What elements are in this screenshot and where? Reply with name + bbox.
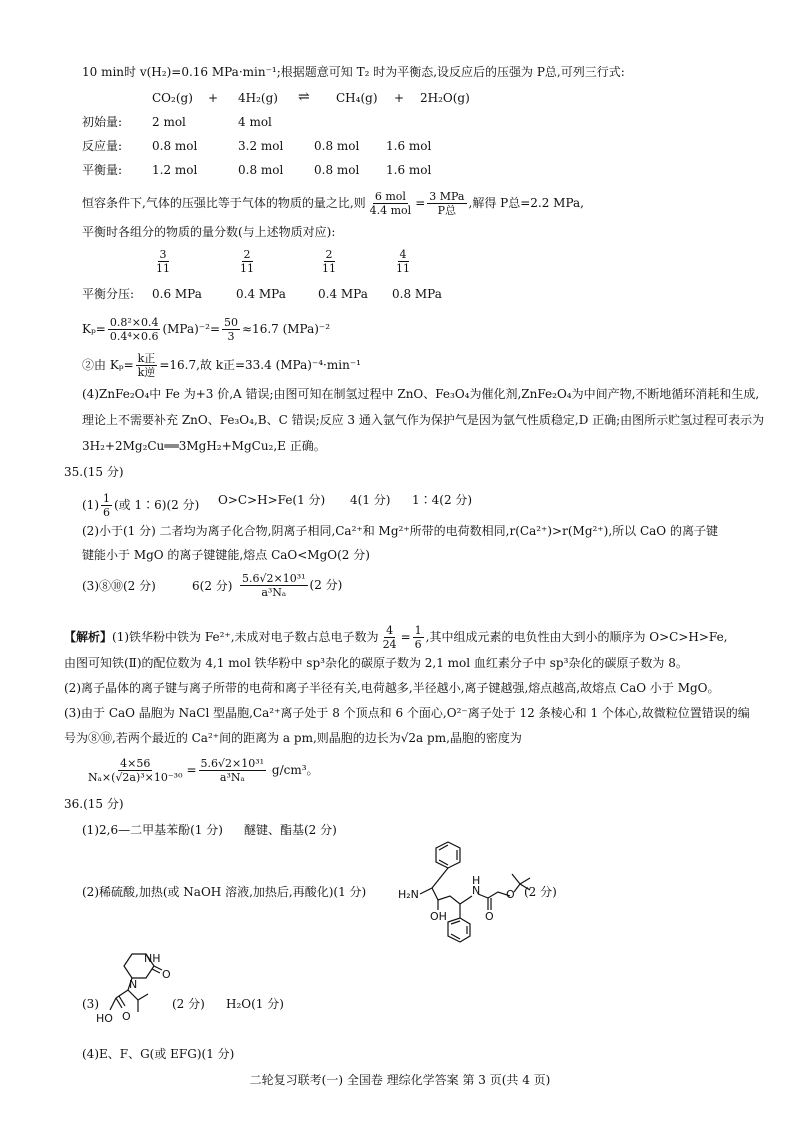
denominator: 11 — [396, 262, 410, 275]
table-cell: 1.6 mol — [386, 139, 432, 153]
text-line: 理论上不需要补充 ZnO、Fe₃O₄,B、C 错误;反应 3 通入氩气作为保护气是因为氩气性质稳定,D 正确;由图所示贮氢过程可表示为 — [82, 413, 765, 427]
fraction — [136, 352, 158, 379]
fraction — [108, 316, 161, 343]
numerator: 50 — [224, 316, 238, 329]
text-line: 平衡时各组分的物质的量分数(与上述物质对应): — [82, 225, 336, 239]
denominator: 0.4⁴×0.6 — [109, 330, 159, 343]
table-cell: 3.2 mol — [238, 139, 284, 153]
table-cell: 0.8 mol — [152, 139, 198, 153]
pressure-value: 0.4 MPa — [236, 287, 286, 301]
pressure-value: 0.4 MPa — [318, 287, 368, 301]
hydroxyl-label: OH — [430, 910, 447, 923]
numerator: 3 — [159, 248, 167, 261]
fraction — [320, 248, 338, 275]
analysis-line: (3)由于 CaO 晶胞为 NaCl 型晶胞,Ca²⁺离子处于 8 个顶点和 6 个面心,O²⁻离子处于 12 条棱心和 1 个体心,故微粒位置错误的编 — [64, 706, 750, 720]
answer-part: 1∶4(2 分) — [412, 493, 473, 507]
question-heading: 36.(15 分) — [64, 797, 124, 811]
denominator: 11 — [240, 262, 254, 275]
oxygen-label: O — [485, 910, 494, 923]
denominator: 6 — [103, 506, 110, 519]
table-cell: 1.6 mol — [386, 163, 432, 177]
oxygen-label: O — [122, 1010, 131, 1023]
bond-carboxyl — [110, 998, 116, 1010]
answer-line — [238, 572, 342, 599]
page-footer: 二轮复习联考(一) 全国卷 理综化学答案 第 3 页(共 4 页) — [249, 1073, 551, 1087]
answer-line: (2)稀硫酸,加热(或 NaOH 溶液,加热后,再酸化)(1 分) — [82, 885, 367, 899]
fraction — [368, 190, 414, 217]
fraction — [381, 624, 399, 651]
fraction — [394, 248, 412, 275]
answer-part: H₂O(1 分) — [226, 997, 284, 1011]
fraction — [154, 248, 172, 275]
denominator: a³Nₐ — [261, 586, 287, 599]
bond-tbu — [512, 874, 520, 884]
answer-part: (3)⑧⑩(2 分) — [82, 579, 156, 593]
phenyl-ring — [436, 842, 460, 868]
numerator: 1 — [414, 624, 422, 637]
oxygen-label: O — [506, 888, 515, 901]
denominator: 11 — [156, 262, 170, 275]
pressure-value: 0.8 MPa — [392, 287, 442, 301]
bond-nh2 — [420, 888, 432, 894]
hydroxyl-label: HO — [96, 1012, 113, 1025]
answer-line: (2)小于(1 分) 二者均为离子化合物,阴离子相同,Ca²⁺和 Mg²⁺所带的电荷数相同,r(Ca²⁺)>r(Mg²⁺),所以 CaO 的离子键 — [82, 524, 718, 538]
text-line: (4)ZnFe₂O₄中 Fe 为+3 价,A 错误;由图可知在制氢过程中 ZnO、Fe₃O₄为催化剂,ZnFe₂O₄为中间产物,不断地循环消耗和生成, — [82, 387, 760, 401]
text-segment: =16.7,故 k正=33.4 (MPa)⁻⁴·min⁻¹ — [159, 358, 361, 372]
text-line — [82, 190, 584, 217]
reactant-co2: CO₂(g) — [152, 91, 193, 105]
reactant-h2: 4H₂(g) — [238, 91, 278, 105]
fraction — [240, 572, 308, 599]
denominator: 11 — [322, 262, 336, 275]
answer-part: 6(2 分) — [192, 579, 233, 593]
table-cell: 0.8 mol — [314, 163, 360, 177]
answer-part: (1)2,6—二甲基苯酚(1 分) — [82, 823, 223, 837]
nitrogen-label: N — [472, 884, 481, 897]
text-segment: (1)铁华粉中铁为 Fe²⁺,未成对电子数占总电子数为 — [112, 630, 379, 644]
text-segment: 恒容条件下,气体的压强比等于气体的物质的量之比,则 — [82, 196, 366, 210]
numerator: 5.6√2×10³¹ — [242, 572, 306, 585]
fraction — [222, 316, 240, 343]
denominator: 4.4 mol — [369, 204, 412, 217]
row-label: 反应量: — [82, 139, 123, 153]
answer-part: (3) — [82, 997, 99, 1011]
text-segment: (或 1∶6)(2 分) — [114, 498, 200, 512]
text-segment: (MPa)⁻²= — [162, 322, 220, 336]
row-label: 初始量: — [82, 115, 123, 129]
answer-line: (4)E、F、G(或 EFG)(1 分) — [82, 1047, 235, 1061]
plus-sign: + — [208, 91, 219, 105]
text-line: 3H₂+2Mg₂Cu══3MgH₂+MgCu₂,E 正确。 — [82, 439, 326, 453]
text-segment: ≈16.7 (MPa)⁻² — [242, 322, 331, 336]
answer-line — [82, 492, 199, 519]
k-equation — [82, 352, 361, 379]
ring-double-bond — [451, 921, 460, 924]
text-segment: (1) — [82, 498, 99, 512]
pressure-value: 0.6 MPa — [152, 287, 202, 301]
answer-part: 4(1 分) — [350, 493, 391, 507]
nitrogen-label: N — [129, 978, 138, 991]
density-equation — [84, 757, 319, 784]
numerator: 0.8²×0.4 — [109, 316, 159, 329]
question-heading: 35.(15 分) — [64, 465, 124, 479]
fraction — [101, 492, 112, 519]
equals-sign: = — [400, 630, 411, 644]
plus-sign: + — [394, 91, 405, 105]
numerator: 2 — [243, 248, 251, 261]
fraction — [238, 248, 256, 275]
denominator: P总 — [437, 204, 457, 217]
analysis-line: 号为⑧⑩,若两个最近的 Ca²⁺间的距离为 a pm,则晶胞的边长为√2a pm,晶胞的密度为 — [64, 731, 522, 745]
product-ch4: CH₄(g) — [336, 91, 378, 105]
denominator: k逆 — [137, 366, 156, 379]
denominator: Nₐ×(√2a)³×10⁻³⁰ — [88, 771, 183, 784]
answer-score: (2 分) — [172, 997, 205, 1011]
fraction — [199, 757, 267, 784]
table-cell: 1.2 mol — [152, 163, 198, 177]
numerator: 5.6√2×10³¹ — [200, 757, 265, 770]
amine-label: H₂N — [398, 888, 419, 901]
analysis-tag: 【解析】 — [64, 630, 113, 644]
double-bond-co — [152, 969, 160, 973]
text-segment: Kₚ= — [82, 322, 106, 336]
numerator: 4 — [386, 624, 394, 637]
numerator: 4 — [399, 248, 407, 261]
analysis-line: (2)离子晶体的离子键与离子所带的电荷和离子半径有关,电荷越多,半径越小,离子键越强,熔点越高,故熔点 CaO 小于 MgO。 — [64, 681, 720, 695]
bond-tbu — [514, 884, 520, 892]
denominator: 24 — [382, 638, 397, 651]
equals-sign: = — [186, 763, 197, 777]
denominator: a³Nₐ — [219, 771, 245, 784]
table-cell: 2 mol — [152, 115, 186, 129]
bond-chain — [432, 868, 448, 888]
fraction — [427, 190, 466, 217]
table-cell: 0.8 mol — [314, 139, 360, 153]
text-line: 10 min时 v(H₂)=0.16 MPa·min⁻¹;根据题意可知 T₂ 时为平衡态,设反应后的压强为 P总,可列三行式: — [82, 65, 625, 79]
denominator: 6 — [414, 638, 422, 651]
table-cell: 4 mol — [238, 115, 272, 129]
numerator: 6 mol — [374, 190, 406, 203]
text-segment: g/cm³。 — [268, 763, 319, 777]
text-segment: ②由 Kₚ= — [82, 358, 134, 372]
equals-sign: = — [415, 196, 426, 210]
answer-part: O>C>H>Fe(1 分) — [218, 493, 326, 507]
answer-score: (2 分) — [524, 885, 557, 899]
equilibrium-arrow: ⇌ — [298, 89, 310, 105]
product-h2o: 2H₂O(g) — [420, 91, 470, 105]
numerator: 4×56 — [120, 757, 151, 770]
answer-line: 键能小于 MgO 的离子键键能,熔点 CaO<MgO(2 分) — [82, 548, 370, 562]
numerator: 3 MPa — [429, 190, 465, 203]
row-label: 平衡分压: — [82, 287, 135, 301]
text-segment: (2 分) — [309, 578, 343, 592]
double-bond-co — [154, 966, 162, 970]
nh-label: NH — [144, 952, 161, 965]
oxygen-label: O — [162, 968, 171, 981]
kp-equation — [82, 316, 330, 343]
molecule-structure-2 — [96, 950, 206, 1032]
hydrogen-label: H — [472, 874, 481, 887]
numerator: 2 — [325, 248, 333, 261]
bond-isopropyl — [128, 990, 148, 1000]
answer-part: 醚键、酯基(2 分) — [244, 823, 337, 837]
table-cell: 0.8 mol — [238, 163, 284, 177]
molecule-structure-1 — [392, 838, 542, 950]
denominator: 3 — [227, 330, 235, 343]
text-segment: ,其中组成元素的电负性由大到小的顺序为 O>C>H>Fe, — [425, 630, 728, 644]
fraction — [413, 624, 424, 651]
text-segment: ,解得 P总=2.2 MPa, — [468, 196, 584, 210]
analysis-line: 由图可知铁(Ⅱ)的配位数为 4,1 mol 铁华粉中 sp³杂化的碳原子数为 2,1 mol 血红素分子中 sp³杂化的碳原子数为 8。 — [64, 656, 688, 670]
fraction — [86, 757, 184, 784]
numerator: k正 — [137, 352, 156, 365]
analysis-line — [64, 624, 728, 651]
row-label: 平衡量: — [82, 163, 123, 177]
numerator: 1 — [103, 492, 110, 505]
